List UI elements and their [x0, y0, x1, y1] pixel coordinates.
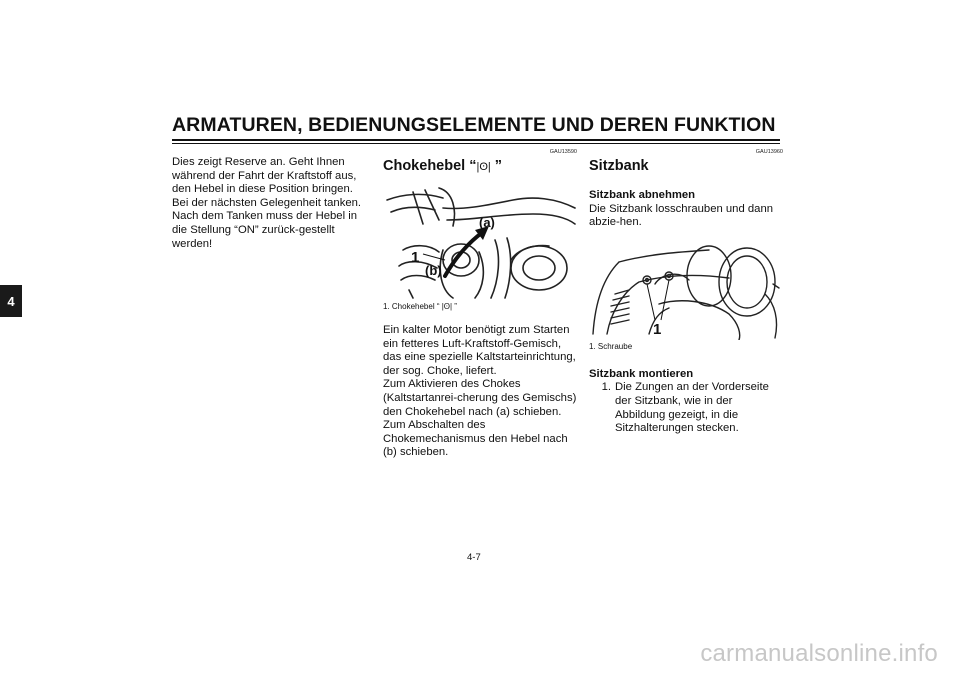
section-code: GAU13590 [549, 149, 577, 155]
column-middle [383, 148, 577, 460]
column-left [172, 156, 372, 251]
seat-remove-title: Sitzbank abnehmen [589, 189, 696, 201]
seat-screw-illustration [589, 234, 783, 340]
reserve-paragraph: Dies zeigt Reserve an. Geht Ihnen während der Fahrt der Kraftstoff aus, den Hebel in diese Position bringen. Bei der nächsten Gelegenheit tanken. Nach dem Tanken muss der Hebel in die Stellung “ON” zurück-gestellt werden! [172, 156, 362, 250]
page-title: ARMATUREN, BEDIENUNGSELEMENTE UND DEREN FUNKTION [172, 114, 776, 136]
choke-section-title: Chokehebel “|ʘ| ” [383, 158, 503, 174]
seat-install-title: Sitzbank montieren [589, 367, 694, 380]
page-number: 4-7 [467, 552, 481, 563]
title-rule [172, 139, 780, 141]
choke-lever-illustration [383, 180, 577, 300]
choke-paragraph-1: Ein kalter Motor benötigt zum Starten ein fetteres Luft-Kraftstoff-Gemisch, das eine spezielle Kaltstarteinrichtung, der sog. Choke, liefert. [383, 324, 576, 377]
seat-section-title: Sitzbank [589, 158, 649, 174]
list-item-text: Die Zungen an der Vorderseite der Sitzbank, wie in der Abbildung gezeigt, in die Sitzhalterungen stecken. [615, 381, 769, 435]
figure-label-1: 1 [653, 320, 662, 338]
figure-label-1: 1 [411, 249, 420, 266]
choke-figure-caption: 1. Chokehebel “ |ʘ| ” [383, 302, 457, 311]
list-item [589, 381, 783, 435]
section-code: GAU13960 [755, 149, 783, 155]
choke-symbol-icon: |ʘ| [476, 161, 491, 173]
watermark: carmanualsonline.info [700, 640, 938, 667]
figure-label-a: (a) [479, 215, 495, 230]
figure-label-b: (b) [425, 263, 442, 278]
column-right [589, 148, 783, 436]
title-rule-thin [172, 143, 780, 144]
chapter-tab: 4 [0, 285, 22, 317]
seat-remove-text: Die Sitzbank losschrauben und dann abzie-hen. [589, 202, 774, 229]
seat-figure-caption: 1. Schraube [589, 341, 633, 351]
list-item-number: 1. [601, 381, 611, 394]
choke-paragraph-3: Zum Abschalten des Chokemechanismus den Hebel nach (b) schieben. [383, 419, 568, 459]
choke-paragraph-2: Zum Aktivieren des Chokes (Kaltstartanrei-cherung des Gemischs) den Chokehebel nach (a) schieben. [383, 378, 577, 418]
